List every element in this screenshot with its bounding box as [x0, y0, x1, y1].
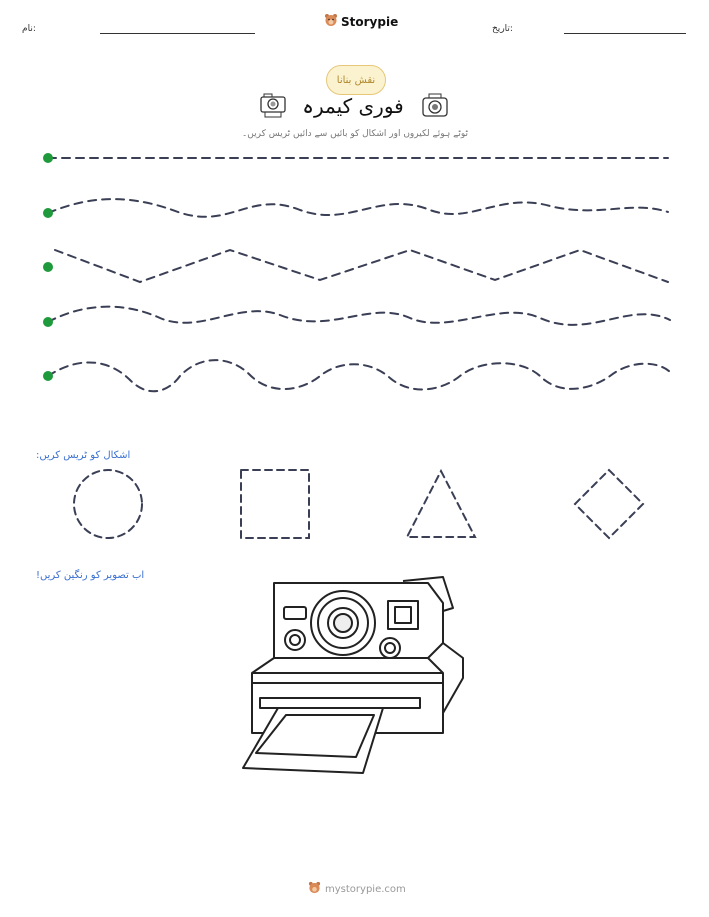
date-field[interactable]	[564, 33, 686, 34]
diamond-icon	[575, 470, 643, 538]
start-dot	[43, 208, 53, 218]
triangle-icon	[407, 471, 475, 537]
camera-icon-left	[258, 93, 288, 123]
color-heading: اب تصویر کو رنگین کریں!	[36, 570, 145, 581]
camera-icon-right	[420, 92, 450, 124]
shapes-heading: اشکال کو ٹریس کریں:	[36, 450, 131, 461]
trace-shapes	[0, 465, 709, 545]
trace-line-wave-2	[48, 307, 670, 325]
start-dot	[43, 262, 53, 272]
date-label: تاریخ:	[492, 24, 513, 34]
name-label: نام:	[22, 24, 36, 34]
camera-illustration	[238, 573, 468, 778]
start-dot	[43, 317, 53, 327]
footer	[308, 881, 406, 897]
start-dot	[43, 371, 53, 381]
bear-icon	[324, 13, 338, 30]
footer-url[interactable]: mystorypie.com	[325, 883, 406, 895]
start-dot	[43, 153, 53, 163]
activity-badge: نقش بنانا	[326, 65, 386, 95]
trace-line-wave	[48, 199, 668, 217]
trace-line-wave-deep	[48, 360, 672, 391]
instructions: ٹوٹے ہوئے لکیروں اور اشکال کو بائیں سے دائیں ٹریس کریں۔	[241, 129, 469, 139]
circle-icon	[74, 470, 142, 538]
trace-line-zigzag	[55, 250, 668, 282]
square-icon	[241, 470, 309, 538]
brand-name: Storypie	[341, 14, 399, 29]
bear-icon	[308, 881, 321, 897]
brand-logo	[324, 13, 398, 30]
name-field[interactable]	[100, 33, 255, 34]
trace-lines	[0, 140, 709, 400]
page-title: فوری کیمرہ	[302, 94, 404, 118]
